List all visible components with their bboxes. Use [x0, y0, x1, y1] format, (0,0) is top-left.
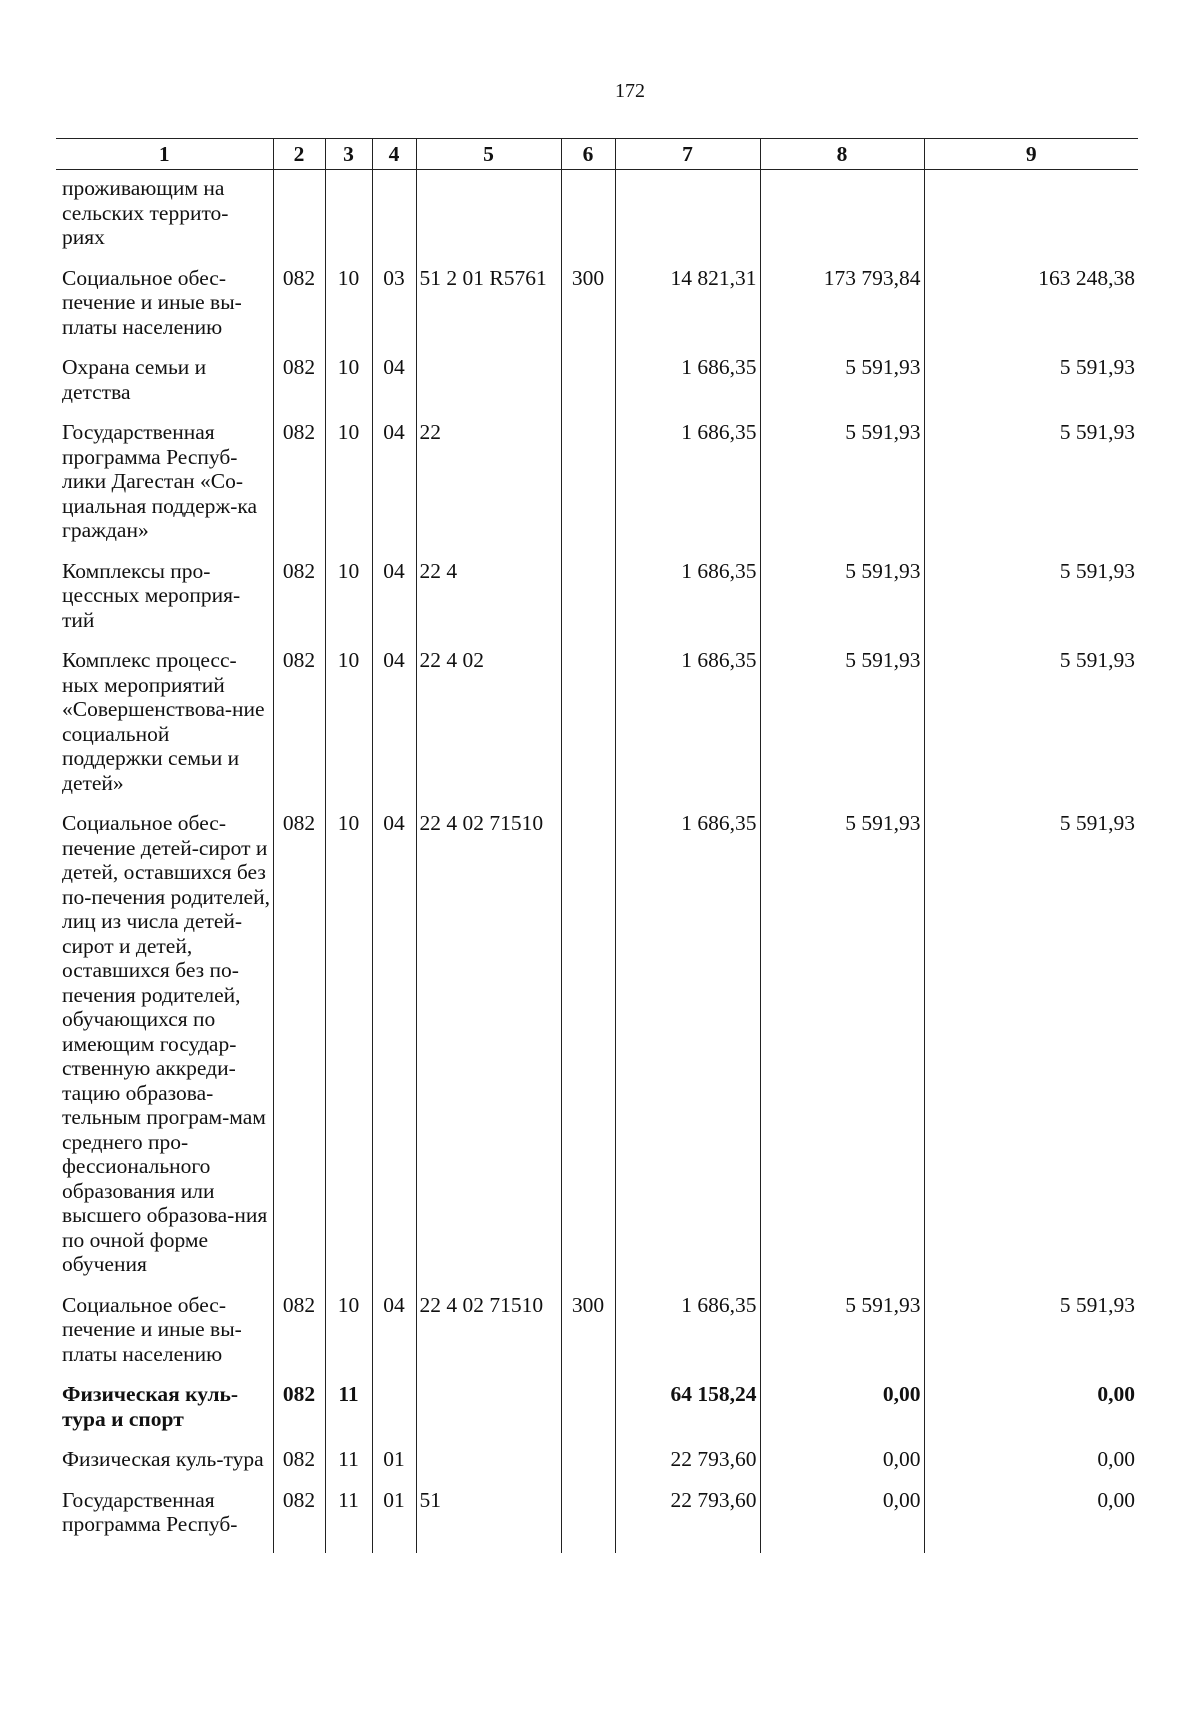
- amount-cell: 0,00: [760, 1488, 924, 1553]
- expense-type-cell: [561, 355, 615, 420]
- amount-cell: 5 591,93: [760, 420, 924, 559]
- expense-type-cell: [561, 1447, 615, 1488]
- amount-cell: 5 591,93: [760, 559, 924, 649]
- code-cell: 082: [273, 266, 325, 356]
- amount-cell: [760, 170, 924, 266]
- table-row: [56, 648, 1138, 811]
- subsection-cell: 04: [372, 355, 416, 420]
- header-row: [56, 139, 1138, 170]
- table-row: [56, 1382, 1138, 1447]
- amount-cell: 1 686,35: [615, 1293, 760, 1383]
- target-article-cell: [416, 1382, 561, 1447]
- target-article-cell: 22: [416, 420, 561, 559]
- amount-cell: 0,00: [924, 1488, 1138, 1553]
- table-row: [56, 811, 1138, 1293]
- column-header: 4: [372, 139, 416, 170]
- row-name-cell: Физическая куль-тура: [62, 1447, 264, 1471]
- table-row: [56, 266, 1138, 356]
- target-article-cell: 22 4 02: [416, 648, 561, 811]
- amount-cell: 5 591,93: [924, 648, 1138, 811]
- row-name-cell: Комплексы про-цессных мероприя-тий: [62, 558, 241, 632]
- amount-cell: 64 158,24: [615, 1382, 760, 1447]
- row-name-cell: Государственная программа Респуб-: [62, 1487, 238, 1536]
- target-article-cell: 51 2 01 R5761: [416, 266, 561, 356]
- amount-cell: 5 591,93: [760, 811, 924, 1293]
- subsection-cell: [372, 1382, 416, 1447]
- code-cell: 082: [273, 1293, 325, 1383]
- row-name-cell: Комплекс процесс-ных мероприятий «Совершенствова-ние социальной поддержки семьи и детей»: [62, 648, 265, 795]
- column-header: 7: [615, 139, 760, 170]
- column-header: 6: [561, 139, 615, 170]
- section-cell: 11: [325, 1488, 372, 1553]
- subsection-cell: [372, 170, 416, 266]
- amount-cell: 1 686,35: [615, 355, 760, 420]
- amount-cell: 14 821,31: [615, 266, 760, 356]
- expense-type-cell: [561, 648, 615, 811]
- row-name-cell: Социальное обес-печение и иные вы-платы населению: [62, 265, 242, 339]
- subsection-cell: 04: [372, 648, 416, 811]
- section-cell: [325, 170, 372, 266]
- section-cell: 10: [325, 648, 372, 811]
- subsection-cell: 03: [372, 266, 416, 356]
- section-cell: 11: [325, 1447, 372, 1488]
- table-row: [56, 420, 1138, 559]
- amount-cell: 5 591,93: [924, 355, 1138, 420]
- code-cell: 082: [273, 559, 325, 649]
- section-cell: 10: [325, 355, 372, 420]
- amount-cell: [615, 170, 760, 266]
- amount-cell: 5 591,93: [924, 1293, 1138, 1383]
- target-article-cell: 22 4 02 71510: [416, 811, 561, 1293]
- amount-cell: [924, 170, 1138, 266]
- amount-cell: 22 793,60: [615, 1447, 760, 1488]
- amount-cell: 0,00: [760, 1382, 924, 1447]
- section-cell: 11: [325, 1382, 372, 1447]
- budget-table: [56, 138, 1138, 1553]
- code-cell: 082: [273, 1382, 325, 1447]
- column-header: 3: [325, 139, 372, 170]
- amount-cell: 1 686,35: [615, 648, 760, 811]
- target-article-cell: [416, 1447, 561, 1488]
- amount-cell: 0,00: [924, 1447, 1138, 1488]
- target-article-cell: [416, 355, 561, 420]
- table-row: [56, 1488, 1138, 1553]
- expense-type-cell: [561, 811, 615, 1293]
- section-cell: 10: [325, 420, 372, 559]
- table-row: [56, 559, 1138, 649]
- row-name-cell: Физическая куль-тура и спорт: [62, 1382, 239, 1431]
- table-row: [56, 1447, 1138, 1488]
- table-row: [56, 170, 1138, 266]
- target-article-cell: [416, 170, 561, 266]
- subsection-cell: 04: [372, 559, 416, 649]
- section-cell: 10: [325, 1293, 372, 1383]
- amount-cell: 5 591,93: [760, 648, 924, 811]
- code-cell: 082: [273, 1447, 325, 1488]
- amount-cell: 5 591,93: [760, 1293, 924, 1383]
- code-cell: [273, 170, 325, 266]
- row-name-cell: Социальное обес-печение детей-сирот и детей, оставшихся без по-печения родителей, лиц из числа детей-сирот и детей, оставшихся без по-печения родителей, обучающихся по имеющим государ-ственную аккреди-тацию образова-тельным програм-мам среднего про-фессионального образования или высшего образова-ния по очной форме обучения: [62, 811, 270, 1276]
- subsection-cell: 04: [372, 1293, 416, 1383]
- amount-cell: 1 686,35: [615, 559, 760, 649]
- subsection-cell: 04: [372, 811, 416, 1293]
- column-header: 8: [760, 139, 924, 170]
- expense-type-cell: 300: [561, 1293, 615, 1383]
- target-article-cell: 22 4 02 71510: [416, 1293, 561, 1383]
- section-cell: 10: [325, 266, 372, 356]
- row-name-cell: проживающим на сельских террито-риях: [62, 176, 229, 249]
- target-article-cell: 51: [416, 1488, 561, 1553]
- target-article-cell: 22 4: [416, 559, 561, 649]
- section-cell: 10: [325, 559, 372, 649]
- subsection-cell: 01: [372, 1488, 416, 1553]
- amount-cell: 22 793,60: [615, 1488, 760, 1553]
- amount-cell: 5 591,93: [924, 559, 1138, 649]
- row-name-cell: Охрана семьи и детства: [62, 355, 207, 404]
- expense-type-cell: [561, 1488, 615, 1553]
- code-cell: 082: [273, 420, 325, 559]
- column-header: 1: [56, 139, 273, 170]
- expense-type-cell: [561, 420, 615, 559]
- amount-cell: 5 591,93: [924, 420, 1138, 559]
- code-cell: 082: [273, 355, 325, 420]
- code-cell: 082: [273, 1488, 325, 1553]
- amount-cell: 163 248,38: [924, 266, 1138, 356]
- expense-type-cell: [561, 559, 615, 649]
- row-name-cell: Социальное обес-печение и иные вы-платы населению: [62, 1292, 242, 1366]
- code-cell: 082: [273, 811, 325, 1293]
- code-cell: 082: [273, 648, 325, 811]
- subsection-cell: 01: [372, 1447, 416, 1488]
- table-body: [56, 170, 1138, 1553]
- table-row: [56, 1293, 1138, 1383]
- section-cell: 10: [325, 811, 372, 1293]
- expense-type-cell: [561, 1382, 615, 1447]
- expense-type-cell: [561, 170, 615, 266]
- column-header: 2: [273, 139, 325, 170]
- amount-cell: 5 591,93: [760, 355, 924, 420]
- subsection-cell: 04: [372, 420, 416, 559]
- amount-cell: 0,00: [760, 1447, 924, 1488]
- amount-cell: 0,00: [924, 1382, 1138, 1447]
- expense-type-cell: 300: [561, 266, 615, 356]
- page-number: 172: [615, 80, 645, 102]
- amount-cell: 1 686,35: [615, 420, 760, 559]
- row-name-cell: Государственная программа Респуб-лики Дагестан «Со-циальная поддерж-ка граждан»: [62, 420, 258, 542]
- amount-cell: 5 591,93: [924, 811, 1138, 1293]
- amount-cell: 173 793,84: [760, 266, 924, 356]
- amount-cell: 1 686,35: [615, 811, 760, 1293]
- table-row: [56, 355, 1138, 420]
- column-header: 5: [416, 139, 561, 170]
- column-header: 9: [924, 139, 1138, 170]
